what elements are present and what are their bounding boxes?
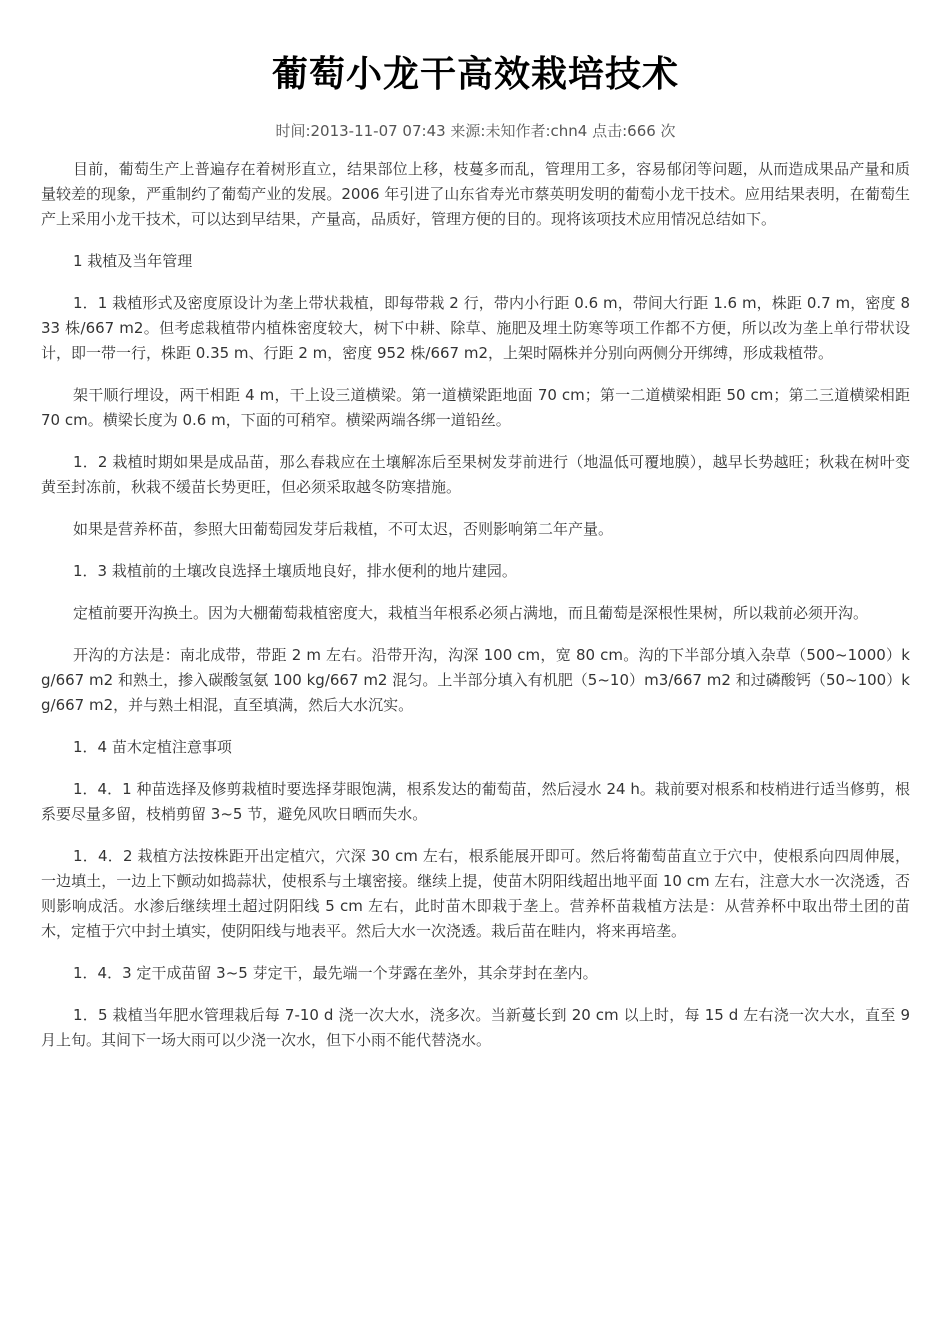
- paragraph-intro: 目前，葡萄生产上普遍存在着树形直立，结果部位上移，枝蔓多而乱，管理用工多，容易郁闭等问题，从而造成果品产量和质量较差的现象，严重制约了葡萄产业的发展。2006 年引进了山东省寿光市蔡英明发明的葡萄小龙干技术。应用结果表明，在葡萄生产上采用小龙干技术，可以达到早结果，产量高，品质好，管理方便的目的。现将该项技术应用情况总结如下。: [41, 160, 910, 228]
- article-body: [41, 157, 910, 1053]
- paragraph-1-1: 1．1 栽植形式及密度原设计为垄上带状栽植，即每带栽 2 行，带内小行距 0.6 m，带间大行距 1.6 m，株距 0.7 m，密度 833 株/667 m2。但考虑栽植带内植株密度较大，树下中耕、除草、施肥及埋土防寒等项工作都不方便，所以改为垄上单行带状设计，即一带一行，株距 0.35 m、行距 2 m，密度 952 株/667 m2，上架时隔株并分别向两侧分开绑缚，形成栽植带。: [41, 294, 910, 362]
- paragraph-1-5: 1．5 栽植当年肥水管理栽后每 7-10 d 浇一次大水，浇多次。当新蔓长到 20 cm 以上时，每 15 d 左右浇一次大水，直至 9 月上旬。其间下一场大雨可以少浇一次水，但下小雨不能代替浇水。: [41, 1006, 910, 1049]
- paragraph-cup-seedling: 如果是营养杯苗，参照大田葡萄园发芽后栽植，不可太迟，否则影响第二年产量。: [73, 520, 614, 538]
- paragraph-1-4-3: 1．4．3 定干成苗留 3~5 芽定干，最先端一个芽露在垄外，其余芽封在垄内。: [73, 964, 598, 982]
- paragraph-trellis: 架干顺行埋设，两干相距 4 m，干上设三道横梁。第一道横梁距地面 70 cm；第一二道横梁相距 50 cm；第二三道横梁相距 70 cm。横梁长度为 0.6 m，下面的可稍窄。横梁两端各绑一道铅丝。: [41, 386, 910, 429]
- paragraph-1-3: 1．3 栽植前的土壤改良选择土壤质地良好，排水便利的地片建园。: [73, 562, 517, 580]
- section-heading-1-4: 1．4 苗木定植注意事项: [73, 738, 232, 756]
- paragraph-trenching-reason: 定植前要开沟换土。因为大棚葡萄栽植密度大，栽植当年根系必须占满地，而且葡萄是深根性果树，所以栽前必须开沟。: [73, 604, 869, 622]
- section-heading-1: 1 栽植及当年管理: [73, 252, 193, 270]
- paragraph-trenching-method: 开沟的方法是：南北成带，带距 2 m 左右。沿带开沟，沟深 100 cm，宽 80 cm。沟的下半部分填入杂草（500~1000）kg/667 m2 和熟土，掺入碳酸氢氨 100 kg/667 m2 混匀。上半部分填入有机肥（5~10）m3/667 m2 和过磷酸钙（50~100）kg/667 m2，并与熟土相混，直至填满，然后大水沉实。: [41, 646, 910, 714]
- paragraph-1-4-2: 1．4．2 栽植方法按株距开出定植穴，穴深 30 cm 左右，根系能展开即可。然后将葡萄苗直立于穴中，使根系向四周伸展，一边填土，一边上下颤动如捣蒜状，使根系与土壤密接。继续上提，使苗木阴阳线超出地平面 10 cm 左右，注意大水一次浇透，否则影响成活。水渗后继续埋土超过阴阳线 5 cm 左右，此时苗木即栽于垄上。营养杯苗栽植方法是：从营养杯中取出带土团的苗木，定植于穴中封土填实，使阴阳线与地表平。然后大水一次浇透。栽后苗在畦内，将来再培垄。: [41, 847, 910, 940]
- paragraph-1-2: 1．2 栽植时期如果是成品苗，那么春栽应在土壤解冻后至果树发芽前进行（地温低可覆地膜），越早长势越旺；秋栽在树叶变黄至封冻前，秋栽不缓苗长势更旺，但必须采取越冬防寒措施。: [41, 453, 910, 496]
- paragraph-1-4-1: 1．4．1 种苗选择及修剪栽植时要选择芽眼饱满，根系发达的葡萄苗，然后浸水 24 h。栽前要对根系和枝梢进行适当修剪，根系要尽量多留，枝梢剪留 3~5 节，避免风吹日晒而失水。: [41, 780, 910, 823]
- article-title: 葡萄小龙干高效栽培技术: [271, 54, 679, 95]
- article-meta: 时间:2013-11-07 07:43 来源:未知作者:chn4 点击:666 次: [275, 122, 676, 140]
